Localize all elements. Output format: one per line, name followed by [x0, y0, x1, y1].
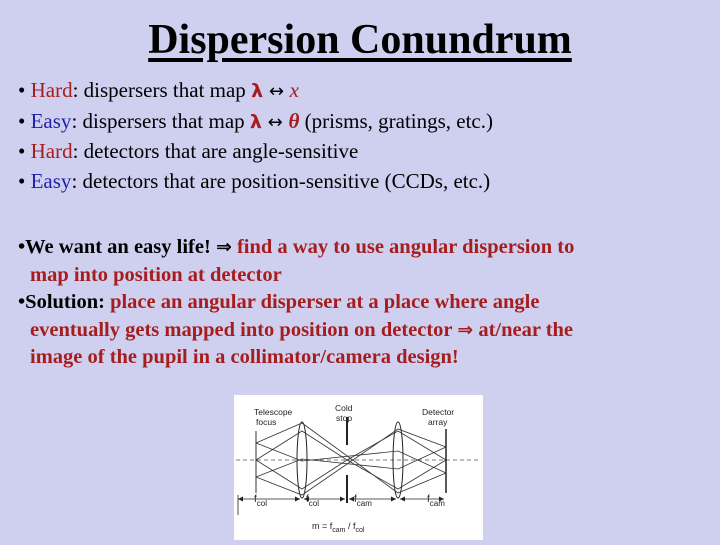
bullet-key: Hard — [30, 78, 73, 102]
bullet-key: Easy — [30, 168, 72, 193]
bullet-item-2 — [18, 107, 708, 138]
bullet-list-top — [18, 76, 708, 196]
paragraph-lead: •We want an easy life! — [18, 236, 216, 258]
f-cam-label-2: $f_{cam}$ — [427, 494, 445, 508]
bullet-text: : dispersers that map — [71, 108, 250, 133]
cold-stop-label-1: Cold — [335, 403, 353, 413]
bullet-key: Easy — [30, 108, 72, 133]
variable-x: x — [289, 78, 299, 102]
bullet-text: : detectors that are angle-sensitive — [72, 139, 359, 163]
cold-stop-label-2: stop — [336, 413, 353, 423]
lambda-symbol: λ — [249, 110, 262, 133]
paragraph-lead: •Solution: — [18, 291, 111, 313]
bullet-item-3 — [18, 137, 708, 167]
bullet-item-4 — [18, 167, 708, 197]
bullet-marker: • — [18, 168, 26, 193]
bullet-list-bottom — [18, 234, 708, 372]
telescope-label-2: focus — [256, 417, 277, 427]
light-rays — [256, 423, 446, 495]
slide-title: Dispersion Conundrum — [148, 17, 572, 63]
variable-theta: θ — [288, 108, 300, 133]
paragraph-red-text: eventually gets mapped into position on detector — [30, 318, 458, 341]
paragraph-solution-line3: image of the pupil in a collimator/camera design! — [30, 346, 459, 368]
paragraph-solution-line2 — [18, 317, 708, 345]
optics-diagram-svg — [234, 395, 483, 540]
double-arrow-symbol: ↔ — [261, 111, 289, 133]
detector-label-1: Detector — [422, 407, 455, 417]
paragraph-red-continuation: map into position at detector — [30, 263, 282, 286]
optics-diagram — [234, 395, 483, 540]
f-col-label-1: $f_{col}$ — [254, 494, 268, 508]
bullet-item-1 — [18, 76, 708, 107]
bullet-text: : dispersers that map — [72, 78, 252, 102]
detector-label-2: array — [428, 417, 448, 427]
telescope-label-1: Telescope — [254, 407, 293, 417]
implies-symbol: ⇒ — [457, 318, 474, 341]
magnification-formula: $m = f_{cam} / f_{col}$ — [312, 521, 365, 534]
bullet-marker: • — [18, 139, 26, 163]
f-col-label-2: $f_{col}$ — [306, 494, 320, 508]
paragraph-red-text: place an angular disperser at a place where angle — [110, 291, 540, 313]
lambda-symbol: λ — [251, 80, 264, 102]
bullet-tail: (prisms, gratings, etc.) — [299, 108, 493, 133]
bullet-marker: • — [18, 78, 26, 102]
double-arrow-symbol: ↔ — [263, 81, 290, 102]
paragraph-red-text: find a way to use angular dispersion to — [231, 236, 575, 258]
f-cam-label-1: $f_{cam}$ — [354, 494, 372, 508]
bullet-text: : detectors that are position-sensitive (CCDs, etc.) — [71, 168, 491, 193]
implies-symbol: ⇒ — [215, 236, 232, 258]
paragraph-easy-life — [18, 234, 708, 262]
paragraph-solution — [18, 289, 708, 317]
bullet-key: Hard — [30, 139, 73, 163]
paragraph-red-text: at/near the — [473, 318, 574, 341]
bullet-marker: • — [18, 108, 26, 133]
